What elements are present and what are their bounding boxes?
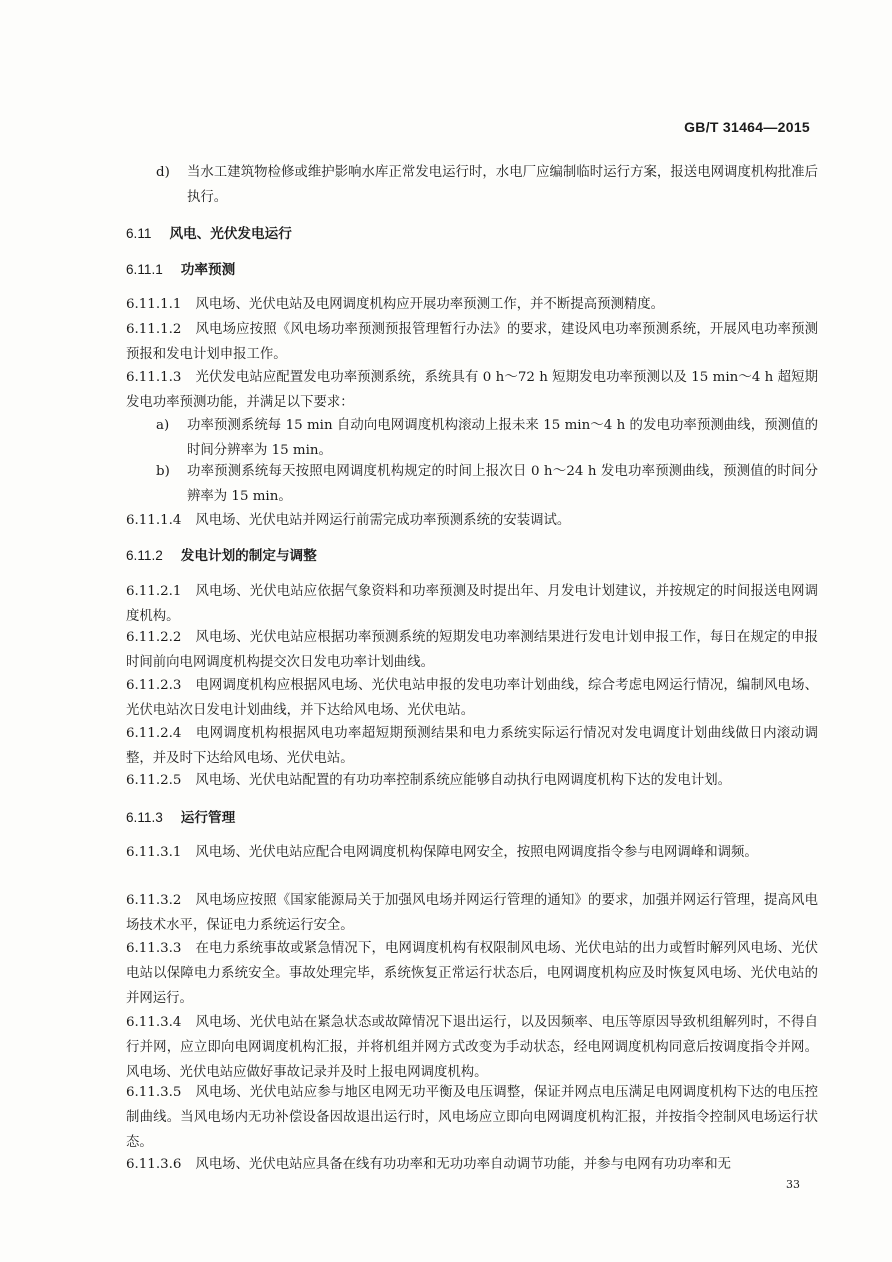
clause-6-11-2-5: [126, 768, 818, 793]
clause-6-11-1-4: [126, 508, 818, 533]
list-item-text: 功率预测系统每 15 min 自动向电网调度机构滚动上报未来 15 min～4 h 的发电功率预测曲线，预测值的时间分辨率为 15 min。: [187, 418, 818, 458]
clause-6-11-3-2: [126, 888, 818, 938]
section-title: 功率预测: [180, 262, 236, 278]
section-number: 6.11.1: [126, 262, 163, 277]
clause-text: 风电场、光伏电站及电网调度机构应开展功率预测工作，并不断提高预测精度。: [195, 297, 665, 312]
clause-text: 风电场、光伏电站在紧急状态或故障情况下退出运行，以及因频率、电压等原因导致机组解列时，不得自行并网，应立即向电网调度机构汇报，并将机组并网方式改变为手动状态，经电网调度机构同意后按调度指令并网。风电场、光伏电站应做好事故记录并及时上报电网调度机构。: [126, 1015, 818, 1080]
clause-text: 风电场、光伏电站应配合电网调度机构保障电网安全，按照电网调度指令参与电网调峰和调频。: [195, 845, 758, 860]
clause-number: 6.11.2.2: [126, 630, 182, 645]
clause-number: 6.11.2.1: [126, 584, 182, 599]
clause-6-11-3-1: [126, 840, 818, 865]
clause-text: 风电场、光伏电站应具备在线有功功率和无功功率自动调节功能，并参与电网有功功率和无: [195, 1157, 731, 1172]
list-marker: b): [156, 464, 170, 479]
clause-6-11-3-6: [126, 1152, 818, 1177]
clause-text: 风电场应按照《国家能源局关于加强风电场并网运行管理的通知》的要求，加强并网运行管理，提高风电场技术水平，保证电力系统运行安全。: [126, 893, 818, 933]
clause-number: 6.11.3.5: [126, 1085, 182, 1100]
list-item-d: [156, 160, 818, 210]
clause-6-11-3-5: [126, 1080, 818, 1155]
section-heading-6-11: [126, 222, 292, 246]
list-marker: a): [156, 418, 170, 433]
section-title: 运行管理: [180, 810, 236, 826]
clause-text: 风电场、光伏电站应参与地区电网无功平衡及电压调整，保证并网点电压满足电网调度机构下达的电压控制曲线。当风电场内无功补偿设备因故退出运行时，风电场应立即向电网调度机构汇报，并按指令控制风电场运行状态。: [126, 1085, 818, 1150]
clause-text: 在电力系统事故或紧急情况下，电网调度机构有权限制风电场、光伏电站的出力或暂时解列风电场、光伏电站以保障电力系统安全。事故处理完毕，系统恢复正常运行状态后，电网调度机构应及时恢复风电场、光伏电站的并网运行。: [126, 941, 818, 1006]
clause-text: 风电场、光伏电站配置的有功功率控制系统应能够自动执行电网调度机构下达的发电计划。: [195, 773, 731, 788]
clause-6-11-1-1: [126, 292, 818, 317]
standard-code: GB/T 31464—2015: [684, 119, 810, 135]
list-item-text: 功率预测系统每天按照电网调度机构规定的时间上报次日 0 h～24 h 发电功率预测曲线，预测值的时间分辨率为 15 min。: [187, 464, 818, 504]
section-number: 6.11.3: [126, 810, 163, 825]
clause-6-11-3-4: [126, 1010, 818, 1085]
clause-number: 6.11.2.4: [126, 726, 182, 741]
clause-6-11-1-3: [126, 365, 818, 415]
section-heading-6-11-1: [126, 258, 235, 282]
clause-text: 光伏发电站应配置发电功率预测系统，系统具有 0 h～72 h 短期发电功率预测以及 15 min～4 h 超短期发电功率预测功能，并满足以下要求：: [126, 370, 818, 410]
clause-number: 6.11.3.1: [126, 845, 182, 860]
list-marker: d): [156, 165, 170, 180]
clause-text: 风电场应按照《风电场功率预测预报管理暂行办法》的要求，建设风电功率预测系统，开展风电功率预测预报和发电计划申报工作。: [126, 322, 818, 362]
clause-number: 6.11.3.2: [126, 893, 182, 908]
section-number: 6.11: [126, 226, 152, 241]
clause-number: 6.11.1.2: [126, 322, 182, 337]
clause-number: 6.11.1.4: [126, 513, 182, 528]
clause-number: 6.11.2.5: [126, 773, 182, 788]
section-number: 6.11.2: [126, 548, 163, 563]
clause-text: 风电场、光伏电站并网运行前需完成功率预测系统的安装调试。: [195, 513, 571, 528]
page-number: 33: [786, 1178, 800, 1191]
clause-6-11-2-3: [126, 673, 818, 723]
list-item-a: [156, 413, 818, 463]
clause-text: 电网调度机构应根据风电场、光伏电站申报的发电功率计划曲线，综合考虑电网运行情况，编制风电场、光伏电站次日发电计划曲线，并下达给风电场、光伏电站。: [126, 678, 818, 718]
clause-6-11-2-2: [126, 625, 818, 675]
section-title: 风电、光伏发电运行: [169, 226, 292, 242]
section-heading-6-11-3: [126, 806, 235, 830]
list-item-b: [156, 459, 818, 509]
clause-number: 6.11.3.3: [126, 941, 182, 956]
section-title: 发电计划的制定与调整: [180, 548, 317, 564]
clause-text: 风电场、光伏电站应根据功率预测系统的短期发电功率测结果进行发电计划申报工作，每日在规定的申报时间前向电网调度机构提交次日发电功率计划曲线。: [126, 630, 818, 670]
clause-6-11-2-1: [126, 579, 818, 629]
clause-6-11-3-3: [126, 936, 818, 1011]
clause-text: 风电场、光伏电站应依据气象资料和功率预测及时提出年、月发电计划建议，并按规定的时间报送电网调度机构。: [126, 584, 818, 624]
clause-6-11-2-4: [126, 721, 818, 771]
list-item-text: 当水工建筑物检修或维护影响水库正常发电运行时，水电厂应编制临时运行方案，报送电网调度机构批准后执行。: [187, 165, 818, 205]
clause-number: 6.11.3.6: [126, 1157, 182, 1172]
clause-number: 6.11.1.1: [126, 297, 182, 312]
clause-text: 电网调度机构根据风电功率超短期预测结果和电力系统实际运行情况对发电调度计划曲线做日内滚动调整，并及时下达给风电场、光伏电站。: [126, 726, 818, 766]
clause-6-11-1-2: [126, 317, 818, 367]
section-heading-6-11-2: [126, 544, 317, 568]
clause-number: 6.11.3.4: [126, 1015, 182, 1030]
clause-number: 6.11.2.3: [126, 678, 182, 693]
clause-number: 6.11.1.3: [126, 370, 182, 385]
